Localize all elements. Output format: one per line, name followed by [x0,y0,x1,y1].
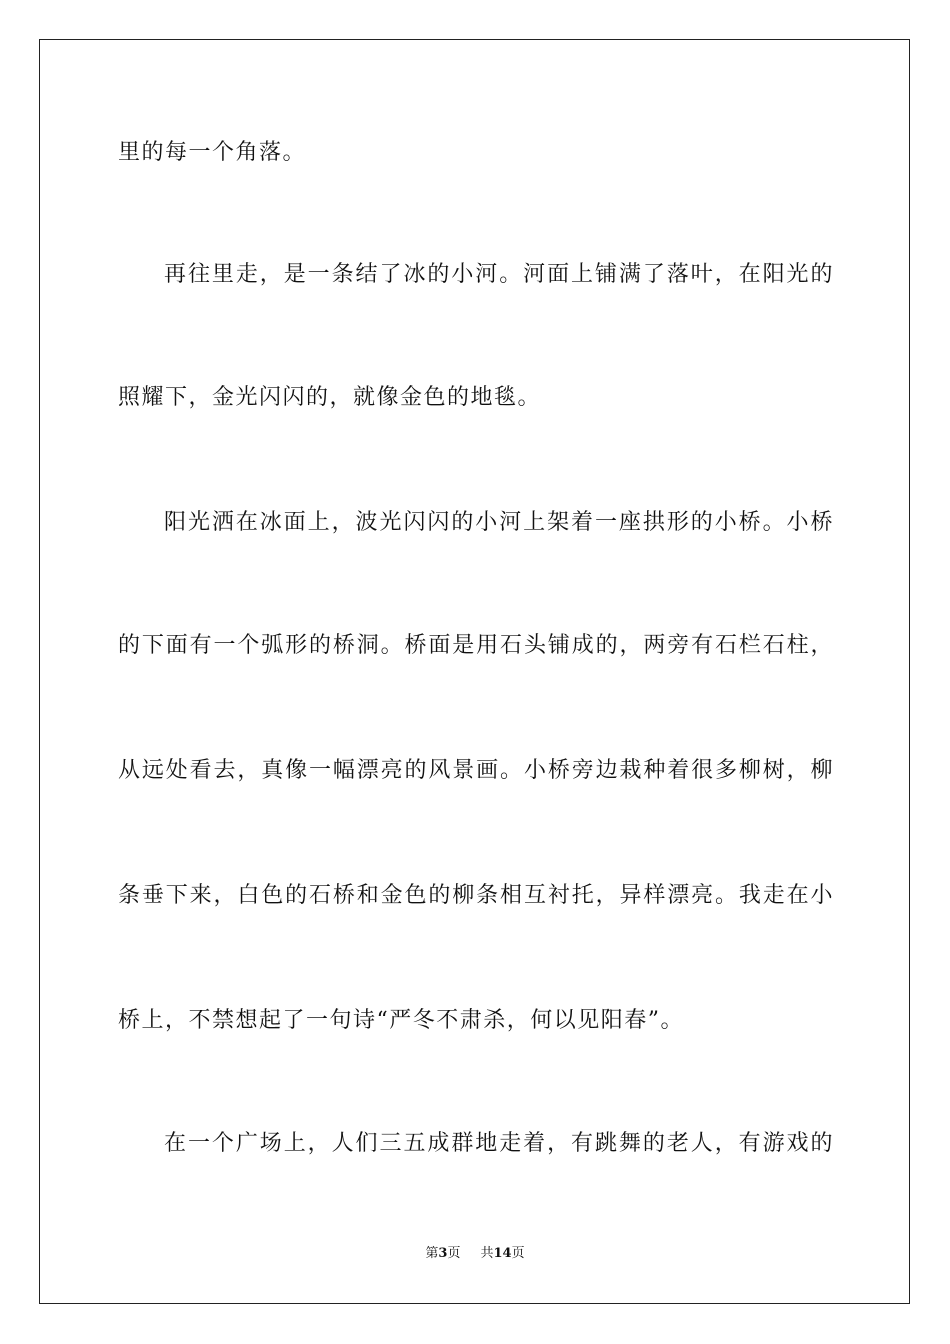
text-line: 再往里走，是一条结了冰的小河。河面上铺满了落叶，在阳光的 [164,262,834,287]
text-line: 在一个广场上，人们三五成群地走着，有跳舞的老人，有游戏的 [164,1131,834,1156]
text-line: 桥上，不禁想起了一句诗“严冬不肃杀，何以见阳春”。 [118,1008,684,1033]
text-line: 的下面有一个弧形的桥洞。桥面是用石头铺成的，两旁有石栏石柱， [118,633,834,658]
text-line: 从远处看去，真像一幅漂亮的风景画。小桥旁边栽种着很多柳树，柳 [118,758,834,783]
page-number-suffix: 页 [447,1246,461,1261]
page-number-prefix: 第 [425,1246,439,1261]
page-total: 14 [493,1246,512,1261]
text-line: 里的每一个角落。 [118,140,307,165]
page-total-prefix: 共 [480,1246,494,1261]
text-line: 条垂下来，白色的石桥和金色的柳条相互衬托，异样漂亮。我走在小 [118,883,834,908]
page-footer [0,1245,950,1263]
page-total-suffix: 页 [511,1246,525,1261]
text-line: 照耀下，金光闪闪的，就像金色的地毯。 [118,385,542,410]
page-number-current: 3 [438,1246,448,1261]
text-line: 阳光洒在冰面上，波光闪闪的小河上架着一座拱形的小桥。小桥 [164,510,834,535]
page-border [39,39,910,1304]
